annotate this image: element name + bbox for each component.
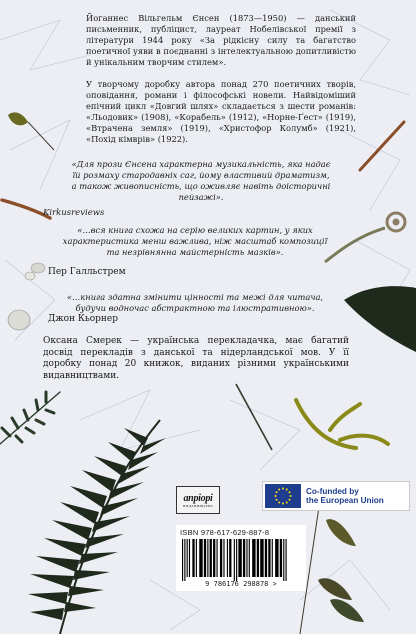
barcode-bar: [234, 539, 235, 581]
fern-bottom-left: [28, 420, 166, 634]
eu-star: [282, 503, 284, 505]
eu-flag-icon: [265, 484, 301, 508]
author-works: У творчому доробку автора понад 270 поетичних творів, оповідання, романи і філософські новели. Найвідоміший епічний цикл «Довгий шлях» складається з шести романів: «Льодовик» (1908), «Корабель» (1912), «Норне-Ґест» (1919), «Втрачена земля» (1919), «Христофор Колумб» (1921), «Похід кімврів» (1922).: [86, 79, 356, 144]
barcode-bar: [217, 539, 218, 577]
barcode-bar: [283, 539, 284, 581]
barcode-bar: [184, 539, 185, 581]
publisher-name: апріорі: [183, 492, 213, 504]
translator-bio: Оксана Смерек — українська перекладачка, має багатий досвід перекладів з данської та нідерландської мов. У її доробку понад 20 книжок, виданих різними українськими видавництвами.: [43, 336, 349, 381]
publisher-sub: ВИДАВНИЦТВО: [183, 503, 213, 508]
barcode-bar: [196, 539, 197, 577]
barcode-bar: [220, 539, 222, 577]
eu-star: [278, 502, 280, 504]
eu-star: [290, 495, 292, 497]
barcode-bar: [243, 539, 245, 577]
barcode-bar: [182, 539, 183, 581]
eu-star: [282, 488, 284, 490]
eu-star: [286, 489, 288, 491]
eu-star: [278, 489, 280, 491]
barcode-bar: [257, 539, 259, 577]
eu-star: [276, 499, 278, 501]
eu-star: [275, 495, 277, 497]
barcode-bar: [227, 539, 228, 577]
barcode-bar: [236, 539, 237, 581]
barcode-bar: [210, 539, 212, 577]
review-quote-2: «…вся книга схожа на серію великих картин, у яких характеристика менш важлива, ніж масштаб композиції та незрівнянна майстерність мазків».: [62, 225, 328, 257]
barcode-bar: [213, 539, 215, 577]
barcode-bar: [252, 539, 255, 577]
eu-cofunded-badge: [262, 481, 410, 511]
eu-line-1: Co-funded by: [306, 486, 359, 496]
barcode-bar: [268, 539, 270, 577]
eu-star: [289, 491, 291, 493]
eu-star: [289, 499, 291, 501]
fiddlehead-right: [325, 213, 405, 262]
eu-line-2: the European Union: [306, 496, 384, 505]
barcode-bar: [229, 539, 231, 577]
review-author-2: Пер Галльстрем: [48, 267, 126, 277]
barcode-number: 9 786176 298878 >: [205, 580, 277, 588]
barcode-bar: [238, 539, 241, 577]
pine-needle-top-right: [360, 122, 404, 170]
review-quote-3: «…книга здатна змінити цінності та межі для читача, будучи водночас абстрактною та ілюстративною».: [66, 292, 324, 313]
eu-star: [276, 491, 278, 493]
fern-left-small: [0, 392, 60, 444]
barcode-bar: [187, 539, 188, 577]
barcode-bar: [192, 539, 194, 577]
barcode-bar: [199, 539, 202, 577]
barcode-bar: [204, 539, 206, 577]
isbn-number: ISBN 978-617-629-887-8: [180, 528, 270, 537]
barcode-bar: [275, 539, 278, 577]
barcode-bar: [223, 539, 224, 577]
barcode-bar: [272, 539, 273, 577]
review-author-1: Kirkusreviews: [43, 208, 105, 218]
review-quote-1: «Для прози Єнсена характерна музикальність, яка надає їй розмаху стародавніх саг, йому властивий драматизм, а також живописність, що оживляє навіть доісторичні пейзажі».: [71, 159, 331, 202]
publisher-logo: [176, 486, 220, 514]
barcode-panel: [176, 525, 306, 591]
dark-leaf-right: [344, 286, 416, 352]
barcode-bar: [260, 539, 263, 577]
barcode-bar: [265, 539, 267, 577]
pebbles: [8, 263, 45, 330]
barcode-bar: [249, 539, 250, 577]
barcode: [182, 539, 300, 581]
olive-sprig-right: [296, 400, 388, 448]
barcode-bar: [280, 539, 282, 577]
barcode-bar: [286, 539, 287, 581]
barcode-bar: [207, 539, 208, 577]
review-author-3: Джон Кьорнер: [48, 314, 119, 324]
author-bio: Йоганнес Вільгельм Єнсен (1873—1950) — данський письменник, публіцист, лауреат Нобелівської премії з літератури 1944 року «За рідкісну силу та багатство поетичної уяви в поєднанні з інтелектуальною допитливістю й унікальним творчим стилем».: [86, 13, 356, 67]
eu-star: [286, 502, 288, 504]
grass-blade: [236, 384, 272, 450]
barcode-bar: [189, 539, 190, 577]
barcode-bar: [246, 539, 247, 577]
sprigs-bottom-right: [300, 500, 364, 634]
